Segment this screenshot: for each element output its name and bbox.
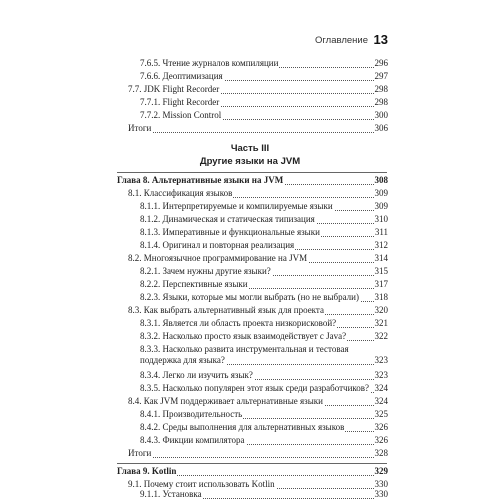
toc-entry-page: 328: [374, 448, 388, 458]
toc-entry-8-2-3[interactable]: [0, 292, 500, 303]
toc-entry-8-4-2[interactable]: [0, 422, 500, 433]
toc-entry-page: 312: [374, 240, 388, 250]
toc-entry-7-7[interactable]: [0, 84, 500, 95]
toc-entry-page: 326: [374, 435, 388, 445]
toc-entry-label: 8.1.3. Императивные и функциональные языки: [140, 227, 320, 237]
toc-entry-8-3-4[interactable]: [0, 370, 500, 381]
toc-entry-page: 300: [374, 110, 388, 120]
toc-entry-label: 7.7.1. Flight Recorder: [140, 97, 220, 107]
toc-entry-page: 324: [374, 396, 388, 406]
toc-entry-page: 323: [374, 355, 388, 365]
toc-entry-page: 325: [374, 409, 388, 419]
toc-entry-label: 8.4.3. Фикции компилятора: [140, 435, 245, 445]
toc-entry-8-3-5[interactable]: [0, 383, 500, 394]
page-number: 13: [373, 32, 388, 47]
toc-entry-label: 7.6.5. Чтение журналов компиляции: [140, 58, 279, 68]
toc-entry-8-3-3[interactable]: [0, 344, 500, 368]
toc-entry-label: 8.4. Как JVM поддерживает альтернативные языки: [128, 396, 323, 406]
toc-entry-label: 8.1. Классификация языков: [128, 188, 233, 198]
dot-leader: [128, 456, 386, 458]
toc-entry-label: 8.3.4. Легко ли изучить язык?: [140, 370, 253, 380]
toc-entry-page: 298: [374, 84, 388, 94]
toc-entry-8-2-1[interactable]: [0, 266, 500, 277]
toc-entry-page: 309: [374, 188, 388, 198]
toc-entry-page: 311: [374, 227, 388, 237]
toc-entry-label: 8.1.4. Оригинал и повторная реализация: [140, 240, 295, 250]
toc-entry-8-2-2[interactable]: [0, 279, 500, 290]
toc-entry-7-7-2[interactable]: [0, 110, 500, 121]
toc-entry-label: 9.1. Почему стоит использовать Kotlin: [128, 479, 275, 489]
toc-entry-label: 7.7.2. Mission Control: [140, 110, 222, 120]
toc-entry-label: 8.4.2. Среды выполнения для альтернативных языков: [140, 422, 345, 432]
section-divider: [117, 172, 387, 173]
toc-entry-8-3-2[interactable]: [0, 331, 500, 342]
toc-entry-label: 8.2. Многоязычное программирование на JVM: [128, 253, 308, 263]
toc-entry-label: Итоги: [128, 123, 152, 133]
toc-entry-8-2[interactable]: [0, 253, 500, 264]
section-divider: [117, 463, 387, 464]
toc-entry-8-1[interactable]: [0, 188, 500, 199]
toc-entry-label: 8.3.5. Насколько популярен этот язык среди разработчиков?: [140, 383, 370, 393]
toc-entry-summary-8[interactable]: [0, 448, 500, 459]
toc-entry-page: 320: [374, 305, 388, 315]
toc-chapter-9[interactable]: [0, 466, 500, 477]
toc-entry-page: 321: [374, 318, 388, 328]
toc-entry-page: 322: [374, 331, 388, 341]
toc-entry-page: 330: [374, 489, 388, 499]
toc-entry-label: 7.6.6. Деоптимизация: [140, 71, 223, 81]
toc-entry-8-4[interactable]: [0, 396, 500, 407]
toc-entry-label: 8.2.3. Языки, которые мы могли выбрать (но не выбрали): [140, 292, 359, 302]
toc-entry-8-4-1[interactable]: [0, 409, 500, 420]
toc-entry-label: 8.1.1. Интерпретируемые и компилируемые языки: [140, 201, 333, 211]
toc-entry-7-6-6[interactable]: [0, 71, 500, 82]
toc-entry-page: 306: [374, 123, 388, 133]
toc-entry-page: 317: [374, 279, 388, 289]
toc-entry-page: 329: [374, 466, 388, 476]
toc-entry-7-6-5[interactable]: [0, 58, 500, 69]
toc-entry-8-1-4[interactable]: [0, 240, 500, 251]
toc-entry-page: 298: [374, 97, 388, 107]
running-header: [0, 34, 500, 50]
toc-entry-page: 318: [374, 292, 388, 302]
part-number: Часть III: [230, 143, 270, 154]
toc-entry-9-1-1[interactable]: [0, 489, 500, 500]
toc-entry-label: 8.3.3. Насколько развита инструментальная и тестовая: [140, 344, 349, 354]
toc-entry-label: 8.1.2. Динамическая и статическая типизация: [140, 214, 315, 224]
toc-entry-page: 315: [374, 266, 388, 276]
toc-entry-page: 308: [374, 175, 388, 185]
toc-entry-page: 330: [374, 479, 388, 489]
toc-entry-label: 9.1.1. Установка: [140, 489, 202, 499]
toc-entry-label: 8.2.2. Перспективные языки: [140, 279, 248, 289]
toc-entry-8-1-1[interactable]: [0, 201, 500, 212]
toc-entry-label: Глава 8. Альтернативные языки на JVM: [117, 175, 284, 185]
toc-entry-label-continued: поддержка для языка?: [140, 355, 225, 365]
running-header-title: Оглавление: [315, 35, 368, 46]
toc-entry-page: 296: [374, 58, 388, 68]
toc-entry-page: 324: [374, 383, 388, 393]
toc-entry-7-7-1[interactable]: [0, 97, 500, 108]
toc-entry-label: 8.4.1. Производительность: [140, 409, 243, 419]
toc-entry-page: 323: [374, 370, 388, 380]
toc-chapter-8[interactable]: [0, 175, 500, 186]
toc-entry-label: Итоги: [128, 448, 152, 458]
toc-entry-summary-7[interactable]: [0, 123, 500, 134]
toc-entry-8-3-1[interactable]: [0, 318, 500, 329]
toc-entry-8-3[interactable]: [0, 305, 500, 316]
toc-entry-label: 7.7. JDK Flight Recorder: [128, 84, 220, 94]
toc-entry-label: 8.2.1. Зачем нужны другие языки?: [140, 266, 271, 276]
toc-entry-page: 326: [374, 422, 388, 432]
dot-leader: [128, 131, 386, 133]
toc-entry-label: 8.3. Как выбрать альтернативный язык для проекта: [128, 305, 324, 315]
toc-entry-page: 297: [374, 71, 388, 81]
toc-entry-label: Глава 9. Kotlin: [117, 466, 177, 476]
toc-entry-label: 8.3.1. Является ли область проекта низкорисковой?: [140, 318, 337, 328]
part-title: Другие языки на JVM: [199, 156, 301, 167]
toc-entry-label: 8.3.2. Насколько просто язык взаимодействует с Java?: [140, 331, 347, 341]
toc-entry-8-4-3[interactable]: [0, 435, 500, 446]
toc-entry-page: 309: [374, 201, 388, 211]
toc-entry-page: 314: [374, 253, 388, 263]
toc-entry-8-1-3[interactable]: [0, 227, 500, 238]
toc-entry-8-1-2[interactable]: [0, 214, 500, 225]
toc-entry-page: 310: [374, 214, 388, 224]
